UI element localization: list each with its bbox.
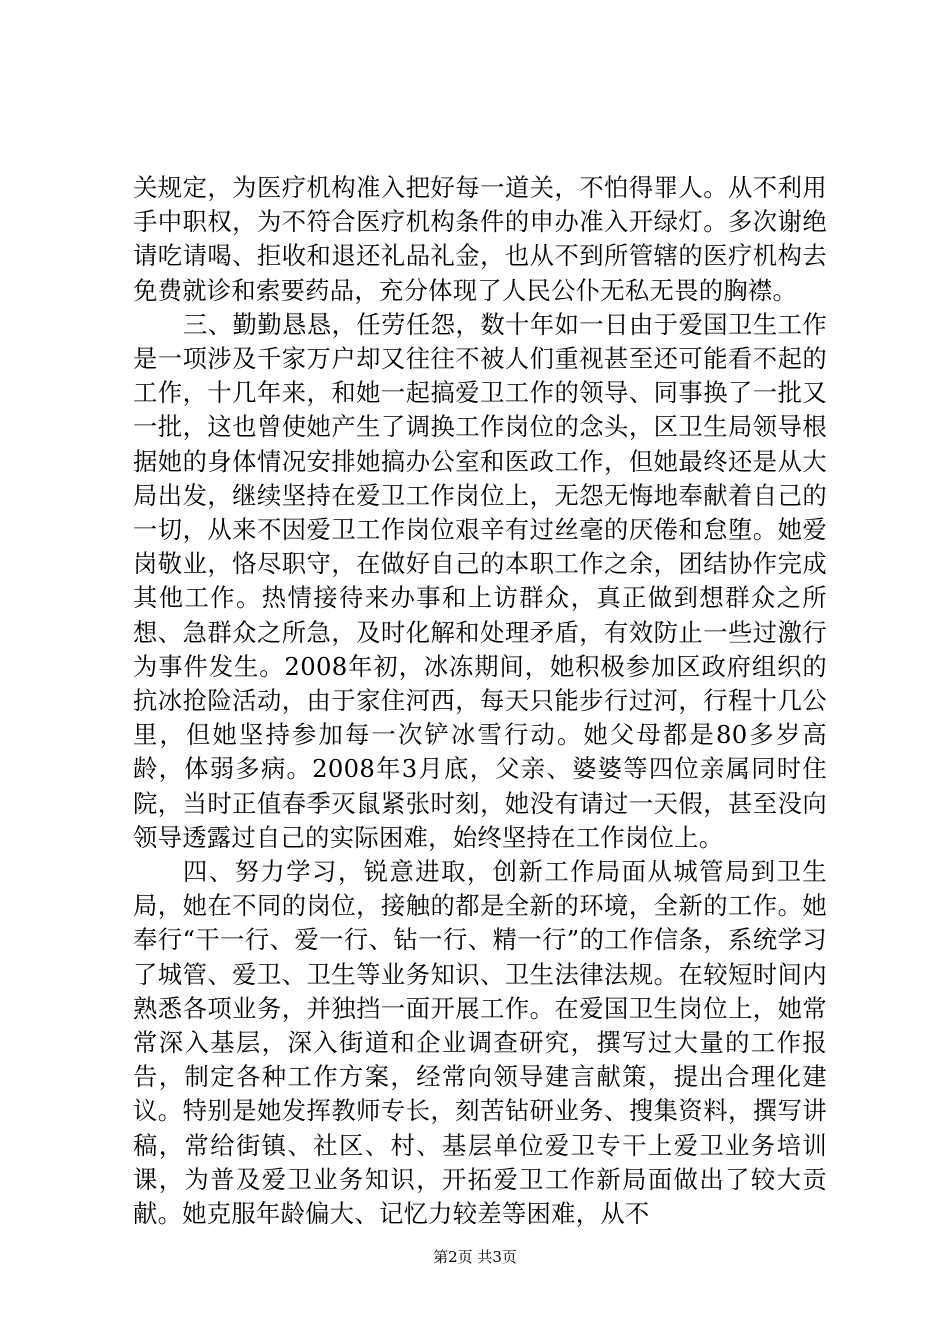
paragraph-section-four: 四、努力学习，锐意进取，创新工作局面从城管局到卫生局，她在不同的岗位，接触的都是全新的环境，全新的工作。她奉行“干一行、爱一行、钻一行、精一行”的工作信条，系统学习了城管、爱卫、卫生等业务知识、卫生法律法规。在较短时间内熟悉各项业务，并独挡一面开展工作。在爱国卫生岗位上，她常常深入基层，深入街道和企业调查研究，撰写过大量的工作报告，制定各种工作方案，经常向领导建言献策，提出合理化建议。特别是她发挥教师专长，刻苦钻研业务、搜集资料，撰写讲稿，常给街镇、社区、村、基层单位爱卫专干上爱卫业务培训课，为普及爱卫业务知识，开拓爱卫工作新局面做出了较大贡献。她克服年龄偏大、记忆力较差等困难，从不 [133, 857, 827, 1229]
paragraph-continuation: 关规定，为医疗机构准入把好每一道关，不怕得罪人。从不利用手中职权，为不符合医疗机构条件的申办准入开绿灯。多次谢绝请吃请喝、拒收和退还礼品礼金，也从不到所管辖的医疗机构去免费就诊和索要药品，充分体现了人民公仆无私无畏的胸襟。 [133, 173, 827, 305]
paragraph-section-three: 三、勤勤恳恳，任劳任怨，数十年如一日由于爱国卫生工作是一项涉及千家万户却又往往不被人们重视甚至还可能看不起的工作，十几年来，和她一起搞爱卫工作的领导、同事换了一批又一批，这也曾使她产生了调换工作岗位的念头，区卫生局领导根据她的身体情况安排她搞办公室和医政工作，但她最终还是从大局出发，继续坚持在爱卫工作岗位上，无怨无悔地奉献着自己的一切，从来不因爱卫工作岗位艰辛有过丝毫的厌倦和怠堕。她爱岗敬业，恪尽职守，在做好自己的本职工作之余，团结协作完成其他工作。热情接待来办事和上访群众，真正做到想群众之所想、急群众之所急，及时化解和处理矛盾，有效防止一些过激行为事件发生。2008年初，冰冻期间，她积极参加区政府组织的抗冰抢险活动，由于家住河西，每天只能步行过河，行程十几公里，但她坚持参加每一次铲冰雪行动。她父母都是80多岁高龄，体弱多病。2008年3月底，父亲、婆婆等四位亲属同时住院，当时正值春季灭鼠紧张时刻，她没有请过一天假，甚至没向领导透露过自己的实际困难，始终坚持在工作岗位上。 [133, 309, 827, 852]
page-number-footer: 第2页 共3页 [433, 1248, 517, 1266]
document-body [133, 171, 827, 1231]
